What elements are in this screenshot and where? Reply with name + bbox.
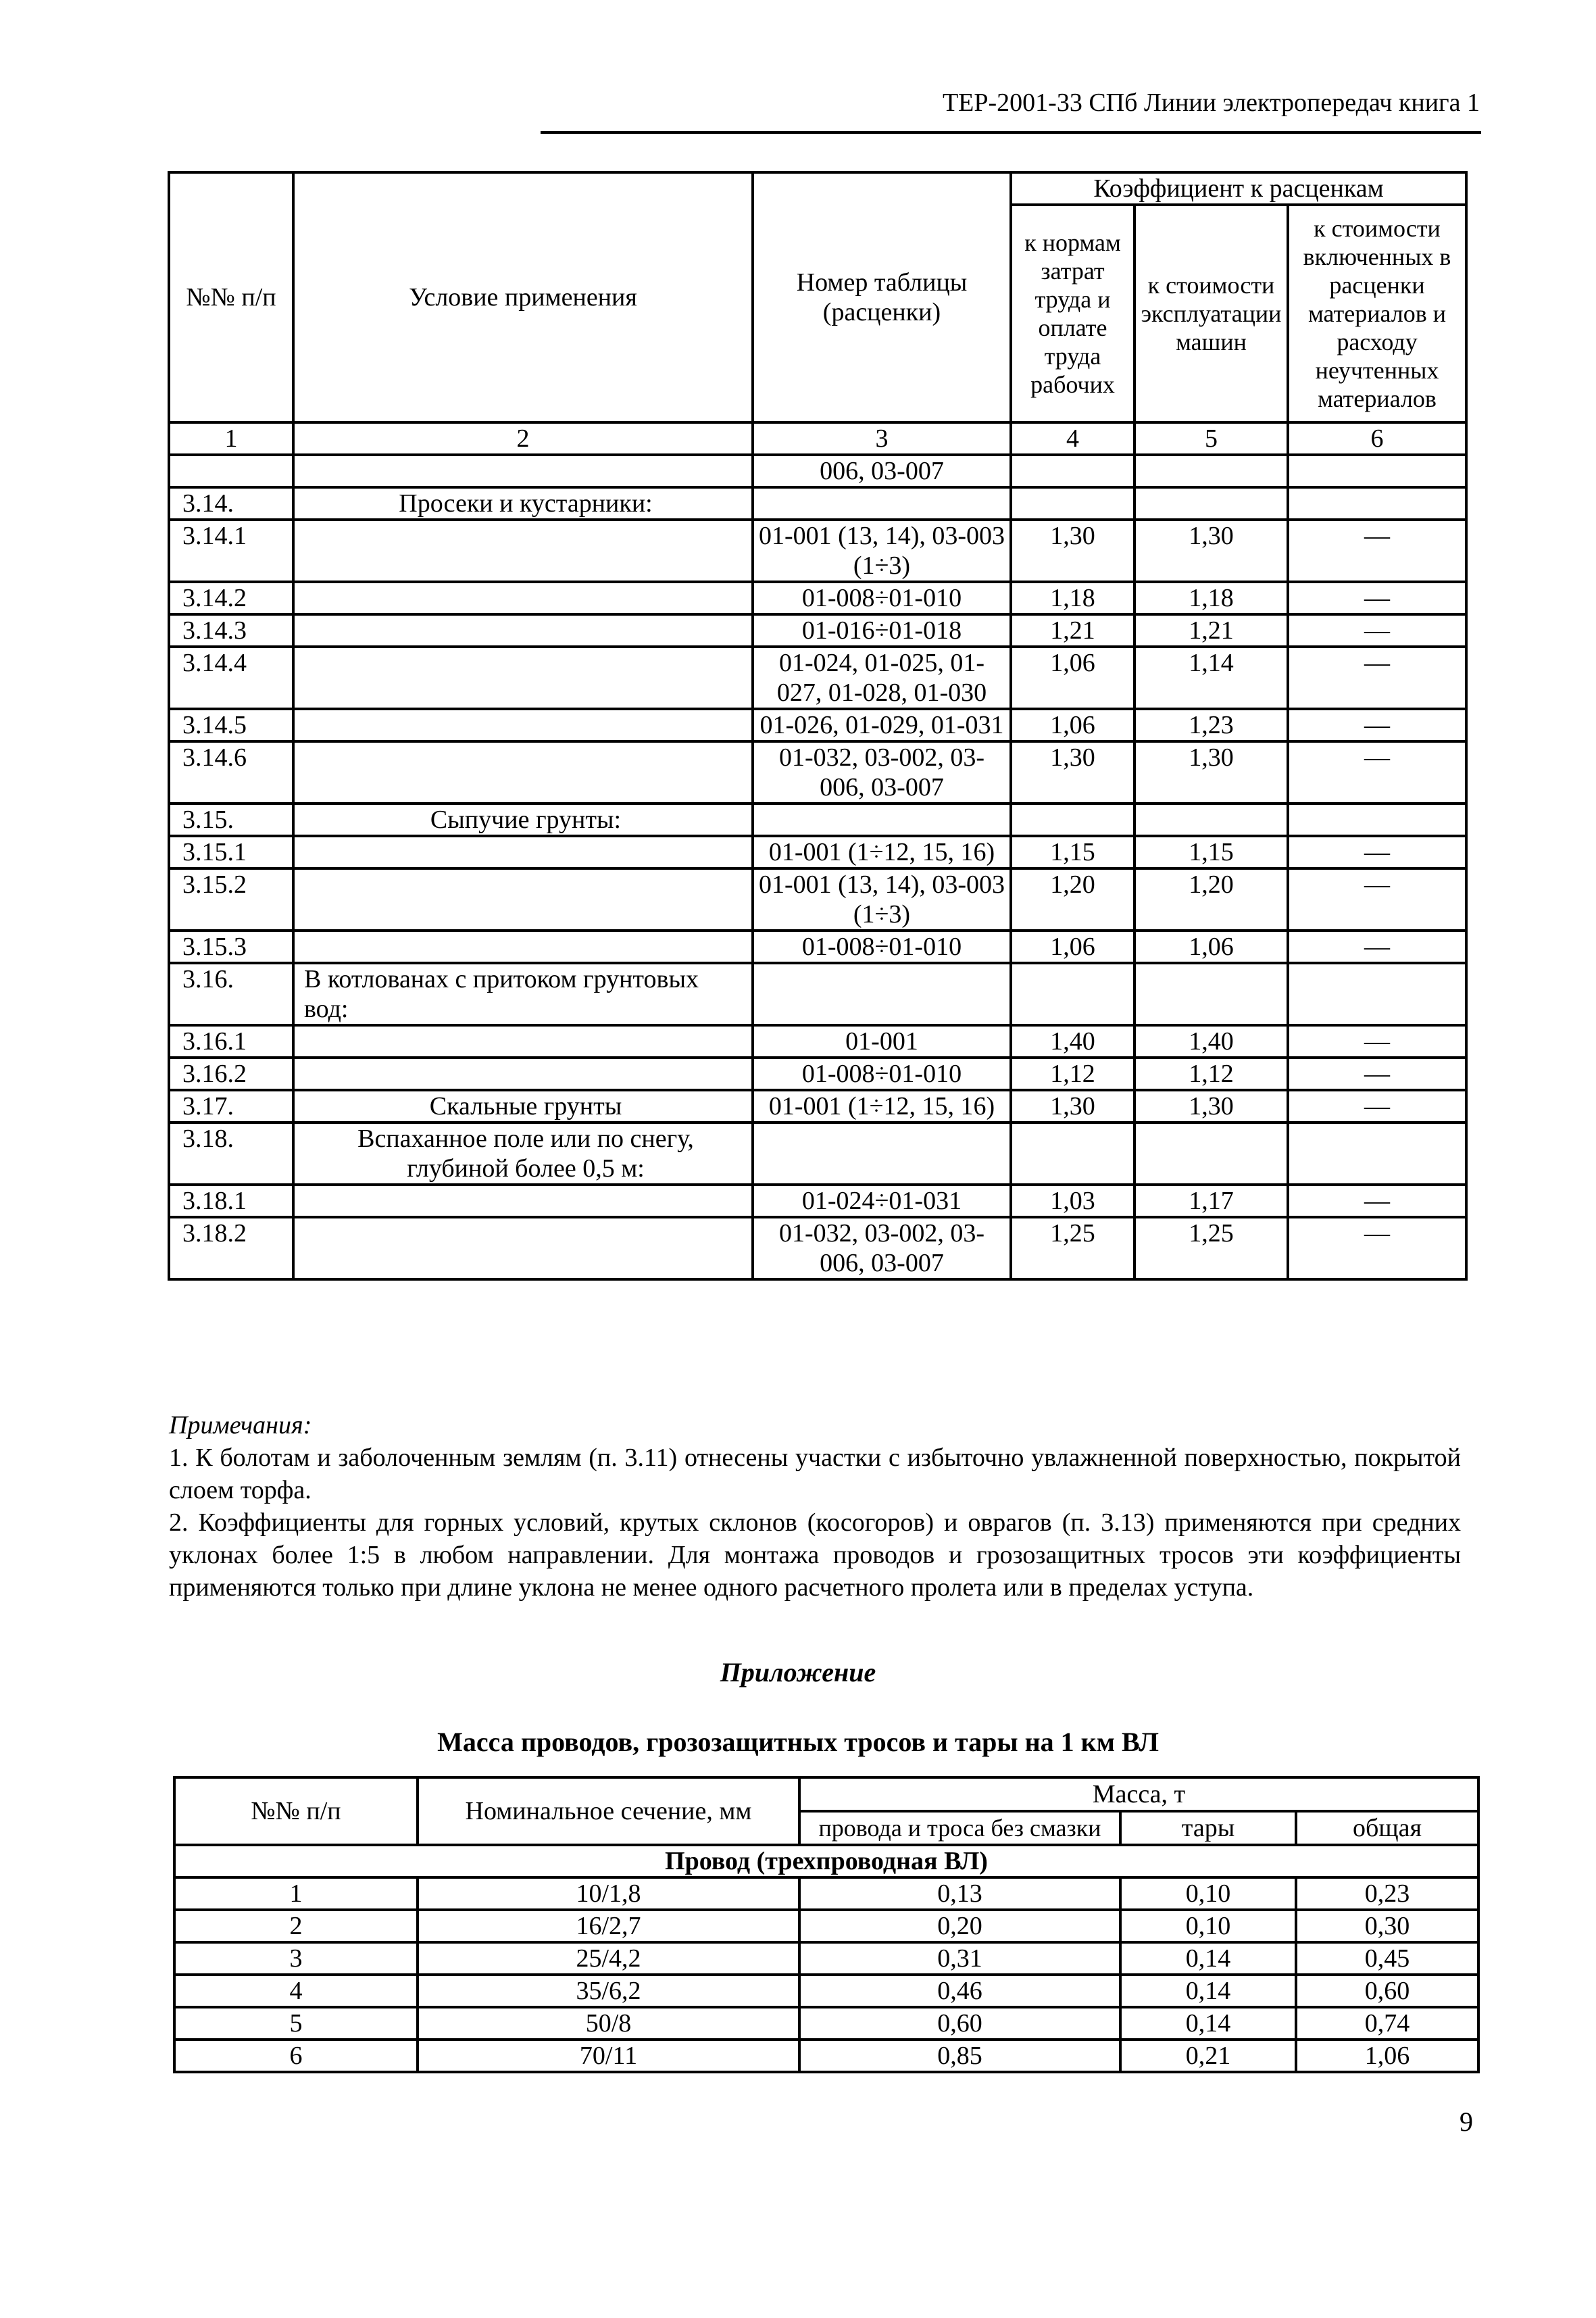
column-number: 2 <box>293 422 753 455</box>
row-coef-machines: 1,06 <box>1134 931 1288 963</box>
row-number: 3.16. <box>169 963 293 1025</box>
row-coef-materials: — <box>1288 647 1466 709</box>
table-row <box>169 1185 1466 1217</box>
table-row <box>174 1910 1478 1942</box>
table-row <box>169 487 1466 520</box>
table-row <box>169 1090 1466 1123</box>
mass-row-wire: 0,46 <box>799 1975 1120 2007</box>
table-row <box>169 1025 1466 1058</box>
row-coef-machines <box>1134 487 1288 520</box>
row-coef-labor <box>1011 455 1134 487</box>
mass-row-wire: 0,31 <box>799 1942 1120 1975</box>
row-coef-machines: 1,30 <box>1134 741 1288 804</box>
mass-row-total: 0,23 <box>1296 1877 1478 1910</box>
row-coef-machines <box>1134 1123 1288 1185</box>
mass-row-total: 1,06 <box>1296 2040 1478 2072</box>
note-item: 2. Коэффициенты для горных условий, крутых склонов (косогоров) и оврагов (п. 3.13) применяются при средних уклонах более 1:5 в любом направлении. Для монтажа проводов и грозозащитных тросов эти коэффициенты применяются только при длине уклона не менее одного расчетного пролета или в пределах уступа. <box>169 1508 1461 1602</box>
row-coef-labor: 1,03 <box>1011 1185 1134 1217</box>
coefficient-table <box>168 171 1468 1281</box>
row-number: 3.14.5 <box>169 709 293 741</box>
row-number: 3.15. <box>169 804 293 836</box>
header-coefficient-group: Коэффициент к расценкам <box>1011 172 1466 205</box>
mass-row-section: 35/6,2 <box>418 1975 799 2007</box>
row-condition <box>293 836 753 868</box>
mass-row-number: 4 <box>174 1975 418 2007</box>
notes-title: Примечания: <box>169 1411 312 1439</box>
header-materials: к стоимости включенных в расценки материалов и расходу неучтенных материалов <box>1288 205 1466 422</box>
mass-row-number: 6 <box>174 2040 418 2072</box>
row-condition <box>293 931 753 963</box>
row-coef-materials <box>1288 963 1466 1025</box>
table-row <box>169 868 1466 931</box>
row-condition <box>293 1025 753 1058</box>
mass-header-total: общая <box>1296 1811 1478 1845</box>
mass-row-total: 0,30 <box>1296 1910 1478 1942</box>
mass-row-total: 0,74 <box>1296 2007 1478 2040</box>
row-condition <box>293 582 753 614</box>
mass-section-title: Провод (трехпроводная ВЛ) <box>174 1845 1478 1877</box>
notes <box>169 1409 1461 1604</box>
row-table-number: 01-001 (1÷12, 15, 16) <box>753 836 1011 868</box>
mass-row-number: 2 <box>174 1910 418 1942</box>
table-row <box>169 1217 1466 1279</box>
row-coef-machines: 1,18 <box>1134 582 1288 614</box>
running-header: ТЕР-2001-33 СПб Линии электропередач книга 1 <box>942 89 1480 117</box>
column-number: 6 <box>1288 422 1466 455</box>
table-row <box>169 520 1466 582</box>
mass-row-tare: 0,10 <box>1120 1910 1296 1942</box>
row-coef-materials: — <box>1288 709 1466 741</box>
row-number: 3.18. <box>169 1123 293 1185</box>
mass-table-body <box>174 1845 1478 2072</box>
row-number: 3.18.2 <box>169 1217 293 1279</box>
row-coef-machines: 1,17 <box>1134 1185 1288 1217</box>
row-coef-machines: 1,40 <box>1134 1025 1288 1058</box>
mass-row-tare: 0,14 <box>1120 2007 1296 2040</box>
row-condition <box>293 614 753 647</box>
table-row <box>174 1942 1478 1975</box>
row-table-number: 01-001 (13, 14), 03-003 (1÷3) <box>753 868 1011 931</box>
row-table-number <box>753 804 1011 836</box>
mass-row-tare: 0,14 <box>1120 1942 1296 1975</box>
table-row <box>169 931 1466 963</box>
row-coef-materials: — <box>1288 1058 1466 1090</box>
row-number: 3.14.4 <box>169 647 293 709</box>
row-table-number: 01-032, 03-002, 03-006, 03-007 <box>753 741 1011 804</box>
row-coef-labor: 1,18 <box>1011 582 1134 614</box>
row-coef-materials: — <box>1288 1025 1466 1058</box>
row-coef-materials <box>1288 1123 1466 1185</box>
row-number: 3.15.2 <box>169 868 293 931</box>
mass-row-tare: 0,10 <box>1120 1877 1296 1910</box>
row-table-number: 01-001 (13, 14), 03-003 (1÷3) <box>753 520 1011 582</box>
row-table-number <box>753 963 1011 1025</box>
row-coef-labor: 1,40 <box>1011 1025 1134 1058</box>
row-coef-labor <box>1011 487 1134 520</box>
row-coef-labor: 1,21 <box>1011 614 1134 647</box>
row-coef-machines <box>1134 455 1288 487</box>
mass-header-tare: тары <box>1120 1811 1296 1845</box>
row-condition <box>293 1058 753 1090</box>
row-table-number: 01-001 <box>753 1025 1011 1058</box>
header-condition: Условие применения <box>293 172 753 422</box>
row-number: 3.15.1 <box>169 836 293 868</box>
row-number: 3.14.1 <box>169 520 293 582</box>
mass-row-number: 5 <box>174 2007 418 2040</box>
row-table-number: 01-032, 03-002, 03-006, 03-007 <box>753 1217 1011 1279</box>
row-coef-labor: 1,30 <box>1011 741 1134 804</box>
row-coef-materials <box>1288 804 1466 836</box>
row-table-number: 01-026, 01-029, 01-031 <box>753 709 1011 741</box>
mass-table-title: Масса проводов, грозозащитных тросов и тары на 1 км ВЛ <box>437 1727 1159 1757</box>
row-coef-materials: — <box>1288 1090 1466 1123</box>
row-table-number: 01-024, 01-025, 01-027, 01-028, 01-030 <box>753 647 1011 709</box>
page-number: 9 <box>1460 2106 1473 2137</box>
mass-row-tare: 0,21 <box>1120 2040 1296 2072</box>
mass-row-section: 70/11 <box>418 2040 799 2072</box>
row-number: 3.16.1 <box>169 1025 293 1058</box>
table-row <box>174 2007 1478 2040</box>
row-coef-labor <box>1011 1123 1134 1185</box>
note-item: 1. К болотам и заболоченным землям (п. 3.11) отнесены участки с избыточно увлажненной поверхностью, покрытой слоем торфа. <box>169 1444 1461 1504</box>
row-coef-labor <box>1011 804 1134 836</box>
header-labor: к нормам затрат труда и оплате труда рабочих <box>1011 205 1134 422</box>
mass-header-section: Номинальное сечение, мм <box>418 1777 799 1845</box>
row-number: 3.14.3 <box>169 614 293 647</box>
mass-row-total: 0,60 <box>1296 1975 1478 2007</box>
row-coef-materials: — <box>1288 836 1466 868</box>
row-condition: Сыпучие грунты: <box>293 804 753 836</box>
mass-row-wire: 0,13 <box>799 1877 1120 1910</box>
mass-row-wire: 0,60 <box>799 2007 1120 2040</box>
mass-row-section: 50/8 <box>418 2007 799 2040</box>
table-row <box>169 741 1466 804</box>
table-row <box>174 1975 1478 2007</box>
row-condition <box>293 520 753 582</box>
row-number: 3.15.3 <box>169 931 293 963</box>
table-row <box>169 614 1466 647</box>
row-condition <box>293 741 753 804</box>
header-rule <box>541 131 1481 134</box>
row-coef-materials: — <box>1288 1185 1466 1217</box>
row-coef-materials: — <box>1288 582 1466 614</box>
row-coef-labor: 1,12 <box>1011 1058 1134 1090</box>
row-coef-machines: 1,14 <box>1134 647 1288 709</box>
row-coef-machines <box>1134 804 1288 836</box>
row-coef-labor: 1,25 <box>1011 1217 1134 1279</box>
row-coef-labor: 1,30 <box>1011 520 1134 582</box>
row-coef-materials <box>1288 455 1466 487</box>
mass-row-section: 16/2,7 <box>418 1910 799 1942</box>
row-coef-machines: 1,15 <box>1134 836 1288 868</box>
row-coef-machines: 1,23 <box>1134 709 1288 741</box>
row-coef-machines: 1,30 <box>1134 520 1288 582</box>
row-coef-machines: 1,20 <box>1134 868 1288 931</box>
row-table-number: 01-008÷01-010 <box>753 1058 1011 1090</box>
row-condition: В котлованах с притоком грунтовых вод: <box>293 963 753 1025</box>
mass-row-total: 0,45 <box>1296 1942 1478 1975</box>
row-coef-materials: — <box>1288 1217 1466 1279</box>
mass-row-tare: 0,14 <box>1120 1975 1296 2007</box>
row-coef-machines <box>1134 963 1288 1025</box>
row-coef-machines: 1,30 <box>1134 1090 1288 1123</box>
row-number: 3.17. <box>169 1090 293 1123</box>
header-num: №№ п/п <box>169 172 293 422</box>
mass-header-wire: провода и троса без смазки <box>799 1811 1120 1845</box>
row-table-number: 01-024÷01-031 <box>753 1185 1011 1217</box>
header-table-no: Номер таблицы (расценки) <box>753 172 1011 422</box>
row-condition <box>293 868 753 931</box>
coefficient-table-body <box>169 455 1466 1279</box>
table-row <box>169 804 1466 836</box>
row-coef-labor: 1,06 <box>1011 709 1134 741</box>
column-number: 4 <box>1011 422 1134 455</box>
row-coef-materials: — <box>1288 868 1466 931</box>
row-coef-materials <box>1288 487 1466 520</box>
row-condition: Вспаханное поле или по снегу, глубиной более 0,5 м: <box>293 1123 753 1185</box>
row-table-number: 01-008÷01-010 <box>753 931 1011 963</box>
row-table-number: 01-008÷01-010 <box>753 582 1011 614</box>
table-row <box>169 1058 1466 1090</box>
mass-row-wire: 0,20 <box>799 1910 1120 1942</box>
mass-header-mass: Масса, т <box>799 1777 1478 1811</box>
mass-row-number: 3 <box>174 1942 418 1975</box>
row-condition <box>293 1185 753 1217</box>
mass-row-wire: 0,85 <box>799 2040 1120 2072</box>
table-row <box>174 2040 1478 2072</box>
row-coef-materials: — <box>1288 520 1466 582</box>
row-coef-labor: 1,15 <box>1011 836 1134 868</box>
row-coef-labor: 1,30 <box>1011 1090 1134 1123</box>
row-coef-labor: 1,06 <box>1011 647 1134 709</box>
table-row <box>169 582 1466 614</box>
mass-row-number: 1 <box>174 1877 418 1910</box>
table-row <box>169 455 1466 487</box>
row-table-number: 01-016÷01-018 <box>753 614 1011 647</box>
row-coef-materials: — <box>1288 741 1466 804</box>
row-table-number <box>753 487 1011 520</box>
row-coef-materials: — <box>1288 614 1466 647</box>
row-number: 3.14. <box>169 487 293 520</box>
row-coef-machines: 1,12 <box>1134 1058 1288 1090</box>
row-number <box>169 455 293 487</box>
mass-header-num: №№ п/п <box>174 1777 418 1845</box>
row-condition: Скальные грунты <box>293 1090 753 1123</box>
row-table-number: 006, 03-007 <box>753 455 1011 487</box>
row-table-number <box>753 1123 1011 1185</box>
row-condition <box>293 709 753 741</box>
row-coef-labor: 1,06 <box>1011 931 1134 963</box>
row-condition <box>293 1217 753 1279</box>
table-row <box>169 709 1466 741</box>
table-row <box>169 836 1466 868</box>
column-number: 3 <box>753 422 1011 455</box>
row-coef-labor <box>1011 963 1134 1025</box>
row-coef-labor: 1,20 <box>1011 868 1134 931</box>
mass-table <box>173 1776 1480 2073</box>
row-condition <box>293 647 753 709</box>
row-table-number: 01-001 (1÷12, 15, 16) <box>753 1090 1011 1123</box>
row-number: 3.18.1 <box>169 1185 293 1217</box>
table-row <box>174 1877 1478 1910</box>
row-number: 3.14.2 <box>169 582 293 614</box>
row-coef-materials: — <box>1288 931 1466 963</box>
table-row <box>169 1123 1466 1185</box>
table-row <box>169 963 1466 1025</box>
appendix-label: Приложение <box>720 1657 876 1687</box>
row-number: 3.14.6 <box>169 741 293 804</box>
mass-row-section: 10/1,8 <box>418 1877 799 1910</box>
row-coef-machines: 1,25 <box>1134 1217 1288 1279</box>
row-condition <box>293 455 753 487</box>
mass-row-section: 25/4,2 <box>418 1942 799 1975</box>
table-row <box>169 647 1466 709</box>
row-number: 3.16.2 <box>169 1058 293 1090</box>
header-machines: к стоимости эксплуатации машин <box>1134 205 1288 422</box>
column-number: 1 <box>169 422 293 455</box>
row-coef-machines: 1,21 <box>1134 614 1288 647</box>
column-number: 5 <box>1134 422 1288 455</box>
row-condition: Просеки и кустарники: <box>293 487 753 520</box>
